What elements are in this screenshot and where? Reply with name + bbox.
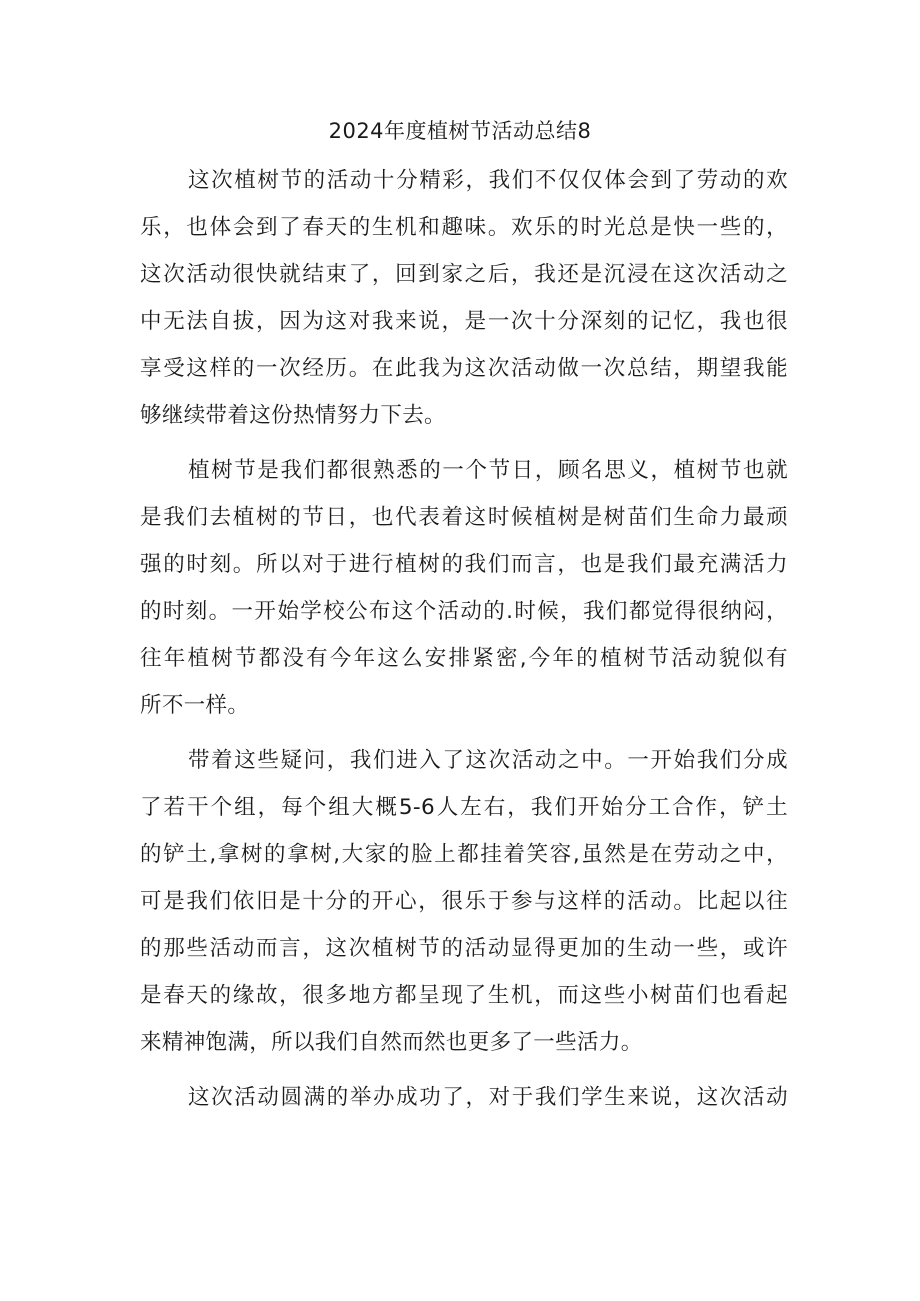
paragraph-2: [140, 447, 788, 729]
paragraph-3: [140, 737, 788, 1066]
paragraph-line: 所不一样。: [140, 693, 250, 718]
paragraph-line: 往年植树节都没有今年这么安排紧密,今年的植树节活动貌似有: [140, 646, 788, 671]
paragraph-line: 享受这样的一次经历。在此我为这次活动做一次总结，期望我能: [140, 356, 788, 381]
paragraph-line: 植树节是我们都很熟悉的一个节日，顾名思义，植树节也就: [188, 458, 788, 483]
paragraph-line: 这次植树节的活动十分精彩，我们不仅仅体会到了劳动的欢: [188, 168, 788, 193]
paragraph-line: 了若干个组，每个组大概5-6人左右，我们开始分工合作，铲土: [140, 795, 788, 820]
paragraph-line: 这次活动圆满的举办成功了，对于我们学生来说，这次活动: [188, 1085, 788, 1110]
paragraph-line: 是春天的缘故，很多地方都呈现了生机，而这些小树苗们也看起: [140, 983, 788, 1008]
document-body: [140, 157, 788, 1129]
paragraph-line: 是我们去植树的节日，也代表着这时候植树是树苗们生命力最顽: [140, 505, 788, 530]
document-title: 2024年度植树节活动总结8: [328, 119, 592, 143]
paragraph-line: 够继续带着这份热情努力下去。: [140, 403, 446, 428]
paragraph-1: [140, 157, 788, 439]
paragraph-4: [140, 1074, 788, 1121]
paragraph-line: 的那些活动而言，这次植树节的活动显得更加的生动一些，或许: [140, 936, 788, 961]
paragraph-line: 带着这些疑问，我们进入了这次活动之中。一开始我们分成: [188, 748, 788, 773]
paragraph-line: 中无法自拔，因为这对我来说，是一次十分深刻的记忆，我也很: [140, 309, 788, 334]
paragraph-line: 这次活动很快就结束了，回到家之后，我还是沉浸在这次活动之: [140, 262, 788, 287]
paragraph-line: 的铲土,拿树的拿树,大家的脸上都挂着笑容,虽然是在劳动之中，: [140, 842, 788, 867]
paragraph-line: 来精神饱满，所以我们自然而然也更多了一些活力。: [140, 1030, 643, 1055]
paragraph-line: 乐，也体会到了春天的生机和趣味。欢乐的时光总是快一些的，: [140, 215, 788, 240]
paragraph-line: 可是我们依旧是十分的开心，很乐于参与这样的活动。比起以往: [140, 889, 788, 914]
paragraph-line: 强的时刻。所以对于进行植树的我们而言，也是我们最充满活力: [140, 552, 788, 577]
paragraph-line: 的时刻。一开始学校公布这个活动的.时候，我们都觉得很纳闷，: [140, 599, 788, 624]
